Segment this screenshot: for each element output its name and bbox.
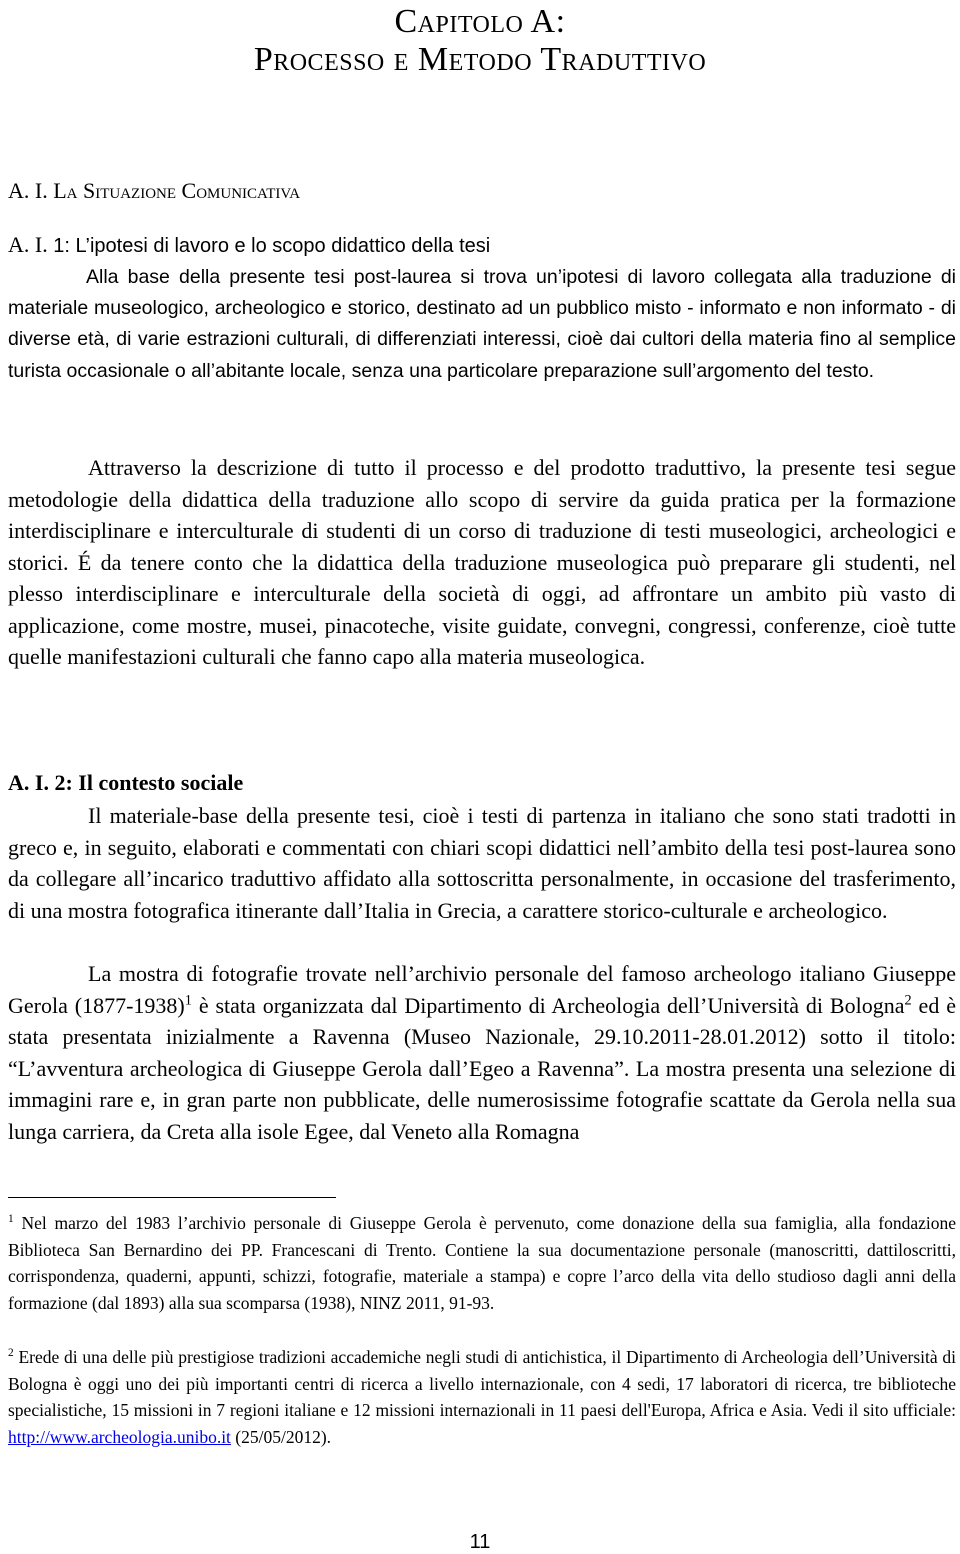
text-span: ed è stata presentata inizialmente a Ravenna (Museo Nazionale, 29.10.2011-28.01.2012) sotto il titolo: “L’avventura archeologica di Giuseppe Gerola dall’Egeo a Ravenna”. La mostra presenta una selezione di immagini rare e, in gran parte non pubblicate, delle numerosissime fotografie scattate da Gerola nella sua lunga carriera, da Creta alla isole Egee, dal Veneto alla Romagna bbox=[8, 992, 956, 1144]
footnote-ref-2[interactable]: 2 bbox=[904, 992, 912, 1009]
subsection-heading-2 bbox=[8, 770, 243, 796]
text-span: è stata organizzata dal Dipartimento di Archeologia dell’Università di Bologna bbox=[191, 992, 905, 1018]
footnote-ref-1[interactable]: 1 bbox=[184, 992, 192, 1009]
footnote-1 bbox=[8, 1210, 956, 1316]
chapter-title-line2: Processo e Metodo Traduttivo bbox=[253, 41, 707, 78]
archeologia-link[interactable]: http://www.archeologia.unibo.it bbox=[8, 1426, 231, 1447]
chapter-title-line1: Capitolo A: bbox=[394, 3, 566, 40]
footnote-separator bbox=[8, 1197, 336, 1198]
subsection-title: Il contesto sociale bbox=[72, 770, 244, 795]
paragraph-mostra bbox=[8, 958, 956, 1147]
footnote-text: Nel marzo del 1983 l’archivio personale di Giuseppe Gerola è pervenuto, come donazione della sua famiglia, alla fondazione Biblioteca San Bernardino dei PP. Francescani di Trento. Contiene la sua documentazione personale (manoscritti, dattiloscritti, corrispondenza, quaderni, appunti, schizzi, fotografie, materiale a stampa) e copre l’arco della vita dello studioso dagli anni della formazione (dal 1893) alla sua scomparsa (1938), NINZ 2011, 91-93. bbox=[8, 1213, 956, 1313]
subsection-label: A. I. 2: bbox=[8, 770, 73, 795]
subsection-heading-1 bbox=[8, 232, 490, 259]
paragraph-ipotesi: Alla base della presente tesi post-laurea si trova un’ipotesi di lavoro collegata alla traduzione di materiale museologico, archeologico e storico, destinato ad un pubblico misto - informato e non informato - di diverse età, di varie estrazioni culturali, di differenziati interessi, cioè dai cultori della materia fino al semplice turista occasionale o all’abitante locale, senza una particolare preparazione sull’argomento del testo. bbox=[8, 266, 956, 382]
footnote-number: 1 bbox=[8, 1213, 14, 1226]
footnote-text: (25/05/2012). bbox=[230, 1426, 332, 1447]
page-number: 11 bbox=[469, 1531, 491, 1553]
footnote-text: Erede di una delle più prestigiose tradizioni accademiche negli studi di antichistica, il Dipartimento di Archeologia dell’Università di Bologna è oggi uno dei più importanti centri di ricerca a livello internazionale, con 4 sedi, 17 laboratori di ricerca, tre biblioteche specialistiche, 15 missioni in 7 regioni italiane e 12 missioni internazionali in 11 paesi dell'Europa, Africa e Asia. Vedi il sito ufficiale: bbox=[8, 1347, 956, 1420]
text-span: La mostra di fotografie trovate nell’archivio personale del famoso archeologo italiano Giuseppe Gerola (1877-1938) bbox=[8, 961, 956, 1018]
subsection-title: 1: L’ipotesi di lavoro e lo scopo didattico della tesi bbox=[47, 235, 491, 257]
footnote-2 bbox=[8, 1344, 956, 1450]
subsection-label: A. I. bbox=[8, 232, 48, 257]
paragraph-didattica: Attraverso la descrizione di tutto il processo e del prodotto traduttivo, la presente tesi segue metodologie della didattica della traduzione allo scopo di servire da guida pratica per la formazione interdisciplinare e interculturale di studenti di un corso di traduzione di testi museologici, archeologici e storici. É da tenere conto che la didattica della traduzione museologica può preparare gli studenti, nel plesso interdisciplinare e interculturale della società di oggi, ad affrontare un ambito più vasto di applicazione, come mostre, musei, pinacoteche, visite guidate, convegni, congressi, conferenze, cioè tutte quelle manifestazioni culturali che fanno capo alla materia museologica. bbox=[8, 455, 956, 669]
paragraph-materiale-base: Il materiale-base della presente tesi, cioè i testi di partenza in italiano che sono stati tradotti in greco e, in seguito, elaborati e commentati con chiari scopi didattici nell’ambito della tesi post-laurea sono da collegare all’incarico traduttivo affidato alla sottoscritta personalmente, in occasione del trasferimento, di una mostra fotografica itinerante dall’Italia in Grecia, a carattere storico-culturale e archeologico. bbox=[8, 803, 956, 923]
footnote-number: 2 bbox=[8, 1347, 14, 1360]
section-heading: A. I. La Situazione Comunicativa bbox=[8, 178, 301, 203]
